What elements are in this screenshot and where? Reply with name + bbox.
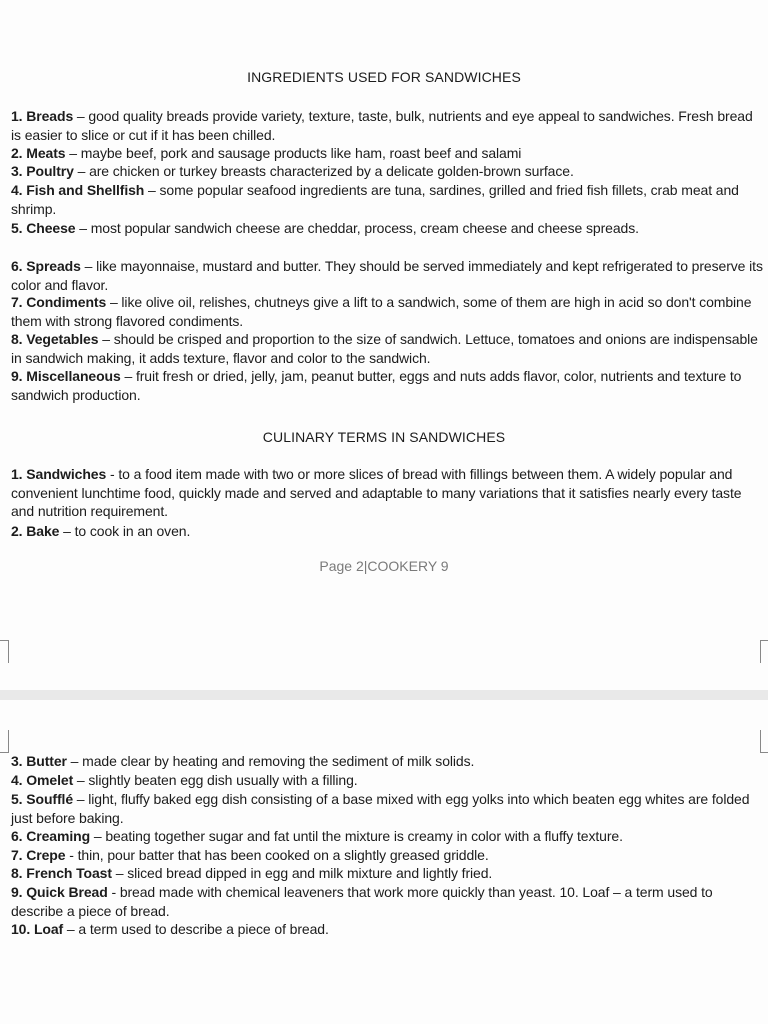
crop-mark — [760, 730, 768, 753]
term-name: 5. Soufflé — [11, 791, 74, 807]
term-definition: bread made with chemical leaveners that work more quickly than yeast. 10. Loaf – a term used to describe a piece of bread. — [11, 884, 713, 919]
document-page-2 — [0, 700, 768, 1024]
term-item — [11, 864, 763, 883]
term-definition: to a food item made with two or more slices of bread with fillings between them. A widely popular and convenient lunchtime food, quickly made and served and adaptable to many variations that it satisfies nearly every taste and nutrition requirement. — [11, 466, 742, 519]
separator: – — [73, 772, 89, 788]
section-heading-culinary-terms: CULINARY TERMS IN SANDWICHES — [262, 429, 506, 445]
term-name: 4. Omelet — [11, 772, 74, 788]
ingredient-item — [11, 107, 763, 144]
term-definition: slightly beaten egg dish usually with a filling. — [88, 772, 358, 788]
term-name: 8. French Toast — [11, 865, 112, 881]
crop-mark — [0, 730, 9, 753]
separator: – — [106, 294, 122, 310]
ingredient-description: are chicken or turkey breasts characterized by a delicate golden-brown surface. — [89, 163, 574, 179]
term-item — [11, 883, 763, 920]
term-name: 6. Creaming — [11, 828, 91, 844]
separator: – — [59, 523, 75, 539]
term-item — [11, 827, 763, 846]
separator: – — [144, 182, 160, 198]
separator: – — [73, 163, 90, 179]
ingredient-item — [11, 181, 763, 218]
separator: – — [63, 921, 79, 937]
term-item — [11, 920, 763, 939]
term-definition: to cook in an oven. — [74, 523, 191, 539]
ingredient-term: 9. Miscellaneous — [11, 368, 121, 384]
ingredient-item — [11, 144, 763, 163]
separator: – — [75, 220, 91, 236]
ingredient-description: fruit fresh or dried, jelly, jam, peanut butter, eggs and nuts adds flavor, color, nutrients and texture to sandwich production. — [11, 368, 742, 403]
separator: – — [80, 258, 97, 274]
ingredient-term: 5. Cheese — [11, 220, 76, 236]
term-definition: made clear by heating and removing the sediment of milk solids. — [82, 753, 475, 769]
term-item — [11, 522, 763, 541]
separator: – — [111, 865, 128, 881]
ingredient-item — [11, 293, 763, 330]
ingredient-term: 4. Fish and Shellfish — [11, 182, 145, 198]
ingredient-description: good quality breads provide variety, texture, taste, bulk, nutrients and eye appeal to sandwiches. Fresh bread is easier to slice or cut if it has been chilled. — [11, 108, 753, 143]
separator: - — [65, 847, 78, 863]
term-name: 9. Quick Bread — [11, 884, 108, 900]
ingredient-description: should be crisped and proportion to the size of sandwich. Lettuce, tomatoes and onions are indispensable in sandwich making, it adds texture, flavor and color to the sandwich. — [11, 331, 758, 366]
separator: – — [120, 368, 136, 384]
ingredient-item — [11, 367, 763, 404]
ingredient-term: 2. Meats — [11, 145, 66, 161]
ingredient-item — [11, 257, 763, 294]
ingredient-term: 1. Breads — [11, 108, 74, 124]
term-item — [11, 790, 763, 827]
term-name: 2. Bake — [11, 523, 60, 539]
ingredient-term: 3. Poultry — [11, 163, 74, 179]
section-heading-ingredients: INGREDIENTS USED FOR SANDWICHES — [247, 69, 521, 85]
separator: – — [66, 753, 83, 769]
page-footer: Page 2|COOKERY 9 — [319, 558, 449, 574]
crop-mark — [760, 640, 768, 663]
ingredient-item — [11, 162, 763, 181]
separator: - — [107, 884, 120, 900]
separator: – — [65, 145, 81, 161]
term-definition: light, fluffy baked egg dish consisting of a base mixed with egg yolks into which beaten egg whites are folded just before baking. — [11, 791, 750, 826]
term-item — [11, 465, 763, 521]
ingredient-description: like olive oil, relishes, chutneys give a lift to a sandwich, some of them are high in acid so don't combine them with strong flavored condiments. — [11, 294, 752, 329]
term-definition: thin, pour batter that has been cooked on a slightly greased griddle. — [77, 847, 489, 863]
separator: – — [98, 331, 114, 347]
separator: - — [106, 466, 119, 482]
separator: – — [90, 828, 106, 844]
term-item — [11, 752, 763, 771]
ingredient-item — [11, 330, 763, 367]
ingredient-item — [11, 219, 763, 238]
term-name: 3. Butter — [11, 753, 67, 769]
ingredient-term: 8. Vegetables — [11, 331, 99, 347]
term-definition: sliced bread dipped in egg and milk mixture and lightly fried. — [127, 865, 493, 881]
term-name: 10. Loaf — [11, 921, 64, 937]
term-name: 7. Crepe — [11, 847, 66, 863]
ingredient-description: most popular sandwich cheese are cheddar, process, cream cheese and cheese spreads. — [90, 220, 639, 236]
term-item — [11, 771, 763, 790]
ingredient-description: some popular seafood ingredients are tuna, sardines, grilled and fried fish fillets, crab meat and shrimp. — [11, 182, 739, 217]
ingredient-term: 7. Condiments — [11, 294, 107, 310]
separator: – — [73, 791, 89, 807]
term-definition: a term used to describe a piece of bread. — [78, 921, 329, 937]
crop-mark — [0, 640, 9, 663]
separator: – — [73, 108, 89, 124]
ingredient-description: maybe beef, pork and sausage products like ham, roast beef and salami — [80, 145, 522, 161]
ingredient-description: like mayonnaise, mustard and butter. They should be served immediately and kept refrigerated to preserve its color and flavor. — [11, 258, 763, 293]
term-definition: beating together sugar and fat until the mixture is creamy in color with a fluffy texture. — [105, 828, 623, 844]
term-name: 1. Sandwiches — [11, 466, 107, 482]
ingredient-term: 6. Spreads — [11, 258, 81, 274]
term-item — [11, 846, 763, 865]
